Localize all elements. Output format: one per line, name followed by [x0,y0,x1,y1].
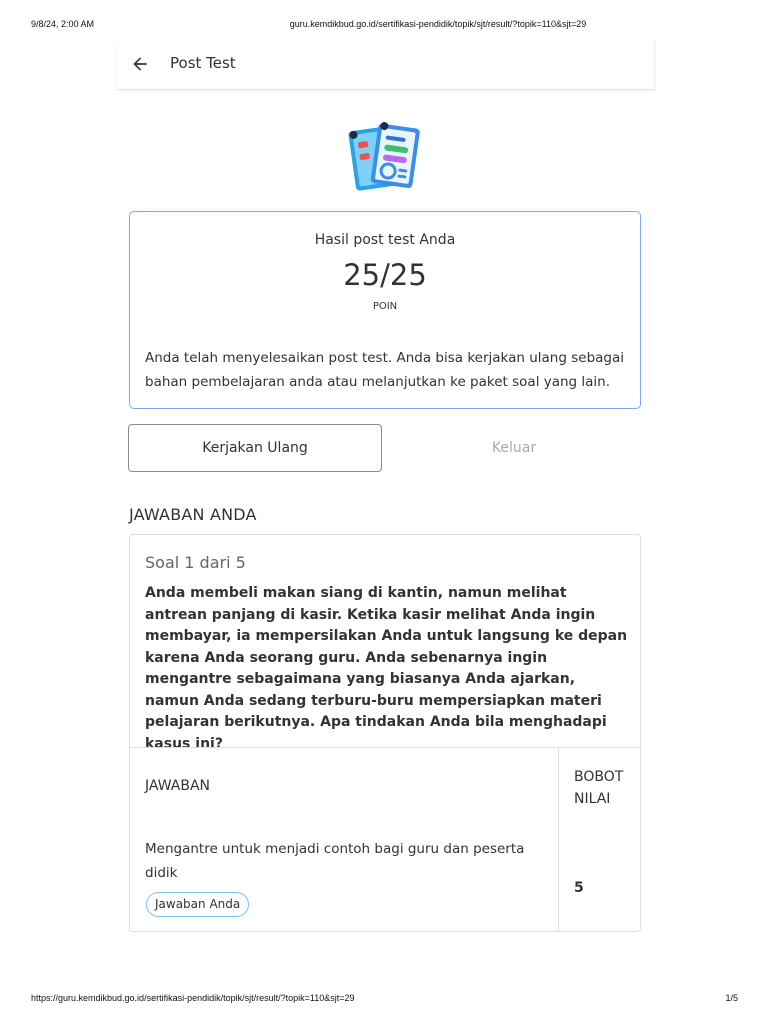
your-answer-badge: Jawaban Anda [146,892,249,917]
exit-button[interactable]: Keluar [387,424,641,472]
app-bar [117,40,655,90]
result-unit: POIN [372,301,398,312]
page-number: 1/5 [725,993,738,1003]
footer-url: https://guru.kemdikbud.go.id/sertifikasi-pendidik/topik/sjt/result/?topik=110&sjt=29 [31,993,355,1003]
retry-button[interactable]: Kerjakan Ulang [128,424,382,472]
question-text: Anda membeli makan siang di kantin, namun melihat antrean panjang di kasir. Ketika kasir melihat Anda ingin membayar, ia mempersilakan Anda untuk langsung ke depan karena Anda seorang guru. Anda sebenarnya ingin mengantre sebagaimana yang biasanya Anda ajarkan, namun Anda sedang terburu-buru mempersiapkan materi pelajaran berikutnya. Apa tindakan Anda bila menghadapi kasus ini? [145,585,628,752]
answer-table [130,747,641,932]
question-card [129,534,641,932]
answers-section-title: JAWABAN ANDA [129,505,257,524]
header-answer: JAWABAN [145,778,211,794]
header-weight: BOBOT NILAI [574,769,624,807]
page-title: Post Test [170,54,236,72]
back-button[interactable] [128,52,152,76]
result-score: 25/25 [343,258,427,292]
test-document-icon [346,118,424,196]
print-url: guru.kemdikbud.go.id/sertifikasi-pendidik/topik/sjt/result/?topik=110&sjt=29 [289,19,587,29]
print-footer [0,993,768,1007]
column-divider [558,748,559,932]
answer-text: Mengantre untuk menjadi contoh bagi guru dan peserta didik [145,841,525,881]
result-card [129,211,641,409]
result-description: Anda telah menyelesaikan post test. Anda bisa kerjakan ulang sebagai bahan pembelajaran anda atau melanjutkan ke paket soal yang lain. [145,350,624,390]
answer-weight: 5 [574,880,584,896]
result-title: Hasil post test Anda [314,232,456,248]
question-number: Soal 1 dari 5 [145,553,246,572]
print-date: 9/8/24, 2:00 AM [31,19,95,29]
arrow-left-icon [130,54,150,74]
print-header [0,19,768,33]
